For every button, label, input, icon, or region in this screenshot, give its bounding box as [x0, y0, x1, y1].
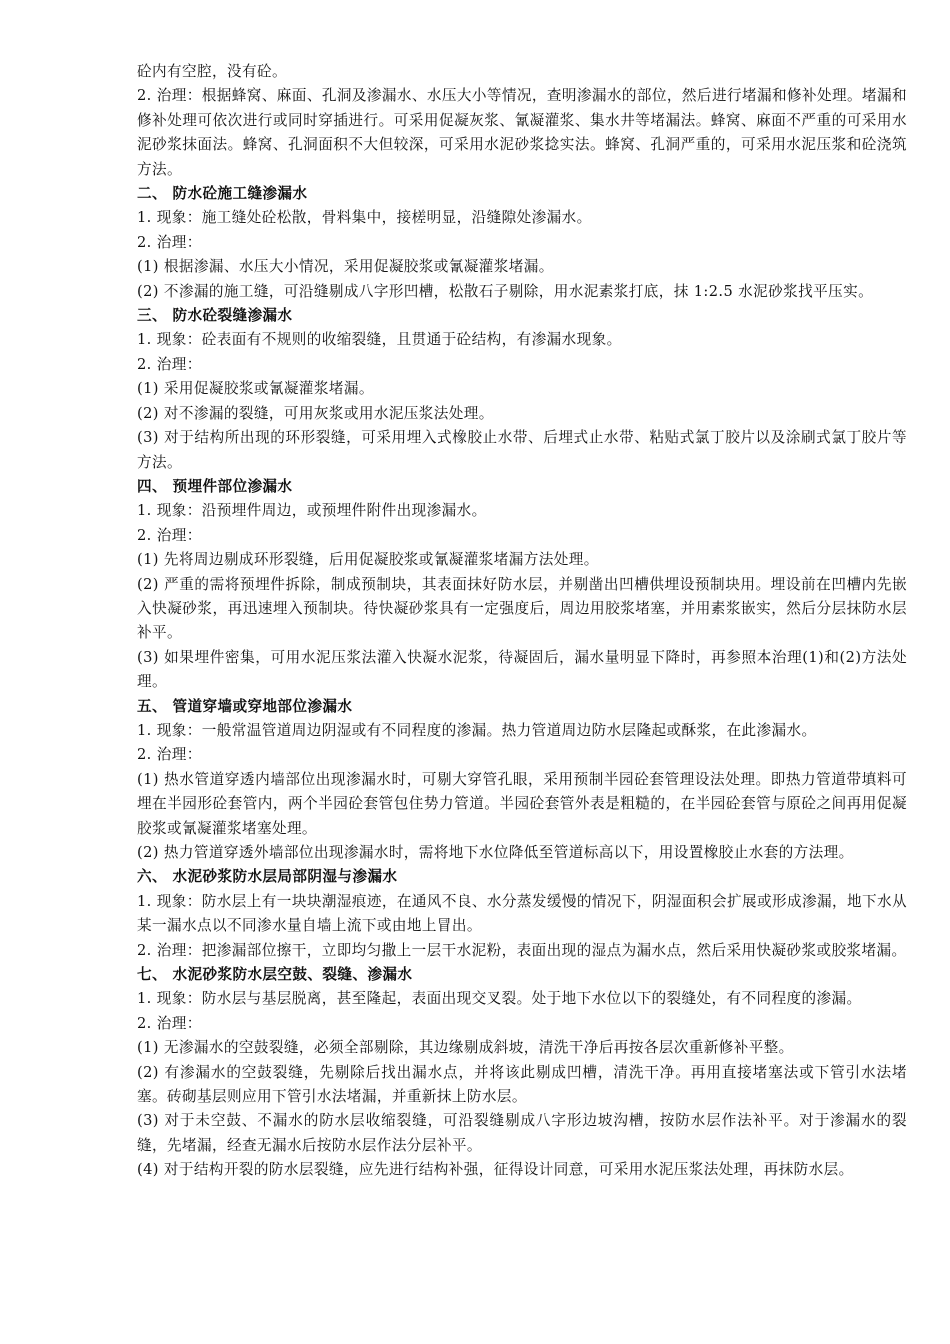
- paragraph: 1. 现象：防水层与基层脱离，甚至隆起，表面出现交叉裂。处于地下水位以下的裂缝处，有不同程度的渗漏。: [137, 990, 862, 1008]
- section-heading: 四、 预埋件部位渗漏水: [137, 477, 293, 495]
- document-page: [137, 60, 907, 1183]
- paragraph: 2. 治理：: [137, 1014, 202, 1032]
- paragraph: 2. 治理：把渗漏部位擦干，立即均匀撒上一层干水泥粉，表面出现的湿点为漏水点，然后采用快凝砂浆或胶浆堵漏。: [137, 941, 907, 959]
- section-heading: 五、 管道穿墙或穿地部位渗漏水: [137, 697, 353, 715]
- paragraph: 1. 现象：一般常温管道周边阴湿或有不同程度的渗漏。热力管道周边防水层隆起或酥浆，在此渗漏水。: [137, 721, 817, 739]
- paragraph: 2. 治理：根据蜂窝、麻面、孔洞及渗漏水、水压大小等情况，查明渗漏水的部位，然后进行堵漏和修补处理。堵漏和修补处理可依次进行或同时穿插进行。可采用促凝灰浆、氰凝灌浆、集水井等堵漏法。蜂窝、麻面不严重的可采用水泥砂浆抹面法。蜂窝、孔洞面积不大但较深，可采用水泥砂浆捻实法。蜂窝、孔洞严重的，可采用水泥压浆和砼浇筑方法。: [137, 87, 907, 178]
- paragraph: (3) 对于结构所出现的环形裂缝，可采用埋入式橡胶止水带、后埋式止水带、粘贴式氯丁胶片以及涂刷式氯丁胶片等方法。: [137, 429, 907, 471]
- paragraph: 2. 治理：: [137, 746, 202, 764]
- paragraph: (4) 对于结构开裂的防水层裂缝，应先进行结构补强，征得设计同意，可采用水泥压浆法处理，再抹防水层。: [137, 1161, 854, 1179]
- paragraph: (2) 严重的需将预埋件拆除，制成预制块，其表面抹好防水层，并剔凿出凹槽供埋设预制块用。埋设前在凹槽内先嵌入快凝砂浆，再迅速埋入预制块。待快凝砂浆具有一定强度后，周边用胶浆堵塞，并用素浆嵌实，然后分层抹防水层补平。: [137, 575, 907, 642]
- paragraph: 2. 治理：: [137, 233, 202, 251]
- paragraph: (3) 如果埋件密集，可用水泥压浆法灌入快凝水泥浆，待凝固后，漏水量明显下降时，再参照本治理(1)和(2)方法处理。: [137, 648, 907, 691]
- paragraph: (1) 无渗漏水的空鼓裂缝，必须全部剔除，其边缘剔成斜坡，清洗干净后再按各层次重新修补平整。: [137, 1039, 794, 1057]
- paragraph: 1. 现象：砼表面有不规则的收缩裂缝，且贯通于砼结构，有渗漏水现象。: [137, 331, 622, 349]
- paragraph: 2. 治理：: [137, 526, 202, 544]
- section-heading: 三、 防水砼裂缝渗漏水: [137, 307, 293, 325]
- section-heading: 六、 水泥砂浆防水层局部阴湿与渗漏水: [137, 868, 398, 886]
- paragraph: 1. 现象：沿预埋件周边，或预埋件附件出现渗漏水。: [137, 502, 487, 520]
- paragraph: (2) 对不渗漏的裂缝，可用灰浆或用水泥压浆法处理。: [137, 404, 494, 422]
- paragraph: (3) 对于未空鼓、不漏水的防水层收缩裂缝，可沿裂缝剔成八字形边坡沟槽，按防水层作法补平。对于渗漏水的裂缝，先堵漏，经查无漏水后按防水层作法分层补平。: [137, 1112, 907, 1154]
- section-heading: 二、 防水砼施工缝渗漏水: [137, 185, 308, 203]
- paragraph: (2) 热力管道穿透外墙部位出现渗漏水时，需将地下水位降低至管道标高以下，用设置橡胶止水套的方法理。: [137, 844, 854, 861]
- paragraph: 1. 现象：施工缝处砼松散，骨料集中，接槎明显，沿缝隙处渗漏水。: [137, 209, 592, 227]
- paragraph: 砼内有空腔，没有砼。: [137, 63, 287, 80]
- paragraph: (1) 采用促凝胶浆或氰凝灌浆堵漏。: [137, 380, 374, 398]
- paragraph: (1) 先将周边剔成环形裂缝，后用促凝胶浆或氰凝灌浆堵漏方法处理。: [137, 551, 599, 569]
- paragraph: 1. 现象：防水层上有一块块潮湿痕迹，在通风不良、水分蒸发缓慢的情况下，阴湿面积会扩展或形成渗漏，地下水从某一漏水点以不同渗水量自墙上流下或由地上冒出。: [137, 892, 907, 935]
- section-heading: 七、 水泥砂浆防水层空鼓、裂缝、渗漏水: [137, 966, 413, 984]
- paragraph: 2. 治理：: [137, 355, 202, 373]
- paragraph: (2) 有渗漏水的空鼓裂缝，先剔除后找出漏水点，并将该此剔成凹槽，清洗干净。再用直接堵塞法或下管引水法堵塞。砖砌基层则应用下管引水法堵漏，并重新抹上防水层。: [137, 1063, 907, 1106]
- paragraph: (2) 不渗漏的施工缝，可沿缝剔成八字形凹槽，松散石子剔除，用水泥素浆打底，抹 1:2.5 水泥砂浆找平压实。: [137, 282, 874, 300]
- paragraph: (1) 根据渗漏、水压大小情况，采用促凝胶浆或氰凝灌浆堵漏。: [137, 258, 554, 276]
- paragraph: (1) 热水管道穿透内墙部位出现渗漏水时，可剔大穿管孔眼，采用预制半园砼套管理设法处理。即热力管道带填料可埋在半园形砼套管内，两个半园砼套管包住势力管道。半园砼套管外表是粗糙的，在半园砼套管与原砼之间再用促凝胶浆或氰凝灌浆堵塞处理。: [137, 770, 907, 837]
